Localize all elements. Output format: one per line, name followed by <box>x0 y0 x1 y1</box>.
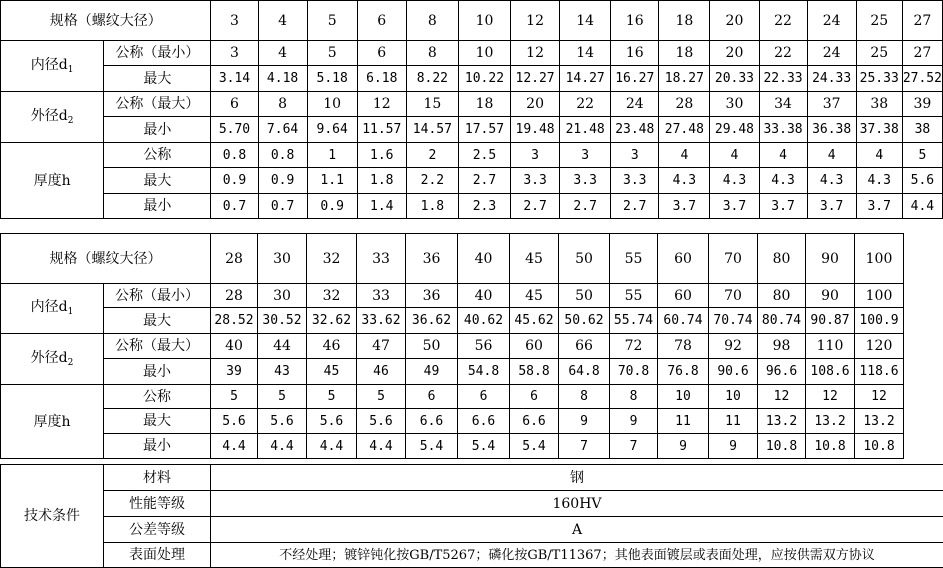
thickness-label: 厚度h <box>1 385 104 459</box>
value-cell: 6 <box>211 92 258 117</box>
value-cell: 70.8 <box>610 359 658 385</box>
spec-table-1 <box>0 0 943 219</box>
value-cell: 8 <box>610 385 658 409</box>
value-cell: 46 <box>307 334 357 359</box>
value-cell: 25 <box>856 41 902 66</box>
value-cell: 9 <box>610 409 658 434</box>
size-cell: 18 <box>659 1 710 41</box>
value-cell: 5.4 <box>458 434 510 459</box>
value-cell: 3.14 <box>211 66 258 92</box>
value-cell: 4 <box>807 143 856 168</box>
value-cell: 60 <box>510 334 559 359</box>
tech-tolerance-row <box>1 517 943 543</box>
value-cell: 98 <box>758 334 806 359</box>
inner-diameter-label: 内径$d_1$ <box>1 41 104 92</box>
value-cell: 13.2 <box>855 409 904 434</box>
value-cell: 40 <box>458 284 510 308</box>
size-cell: 12 <box>511 1 560 41</box>
value-cell: 72 <box>610 334 658 359</box>
value-cell: 6.18 <box>357 66 406 92</box>
value-cell: 18.27 <box>659 66 710 92</box>
value-cell: 6 <box>357 41 406 66</box>
value-cell: 5.6 <box>211 409 258 434</box>
value-cell: 27.52 <box>902 66 942 92</box>
value-cell: 4 <box>856 143 902 168</box>
value-cell: 20 <box>511 92 560 117</box>
value-cell: 70 <box>709 284 758 308</box>
value-cell: 66 <box>559 334 610 359</box>
value-cell: 6.6 <box>406 409 458 434</box>
value-cell: 27 <box>902 41 942 66</box>
value-cell: 3 <box>211 41 258 66</box>
value-cell: 24 <box>807 41 856 66</box>
size-cell: 80 <box>758 234 806 284</box>
value-cell: 1.8 <box>406 194 458 219</box>
value-cell: 4.3 <box>710 168 759 194</box>
value-cell: 45 <box>510 284 559 308</box>
value-cell: 37.38 <box>856 117 902 143</box>
value-cell: 10 <box>709 385 758 409</box>
value-cell: 80.74 <box>758 308 806 334</box>
value-cell: 2 <box>406 143 458 168</box>
row-label: 表面处理 <box>104 543 211 568</box>
row-label: 最小 <box>104 194 211 219</box>
value-cell: 100.9 <box>855 308 904 334</box>
row-label: 公称（最大） <box>104 92 211 117</box>
value-cell: 2.7 <box>560 194 611 219</box>
value-cell: 33.38 <box>759 117 807 143</box>
thickness-max-row <box>1 409 904 434</box>
value-cell: 0.8 <box>211 143 258 168</box>
row-label: 公称（最大） <box>104 334 211 359</box>
value-cell: 2.7 <box>458 168 510 194</box>
value-cell: 3.3 <box>611 168 659 194</box>
value-cell: 76.8 <box>658 359 709 385</box>
size-cell: 3 <box>211 1 258 41</box>
value-cell: 17.57 <box>458 117 510 143</box>
value-cell: 4.4 <box>307 434 357 459</box>
spec-row <box>1 234 904 284</box>
value-cell: 21.48 <box>560 117 611 143</box>
value-cell: 9.64 <box>307 117 357 143</box>
value-cell: 3.7 <box>807 194 856 219</box>
value-cell: 5.6 <box>307 409 357 434</box>
size-cell: 36 <box>406 234 458 284</box>
size-cell: 40 <box>458 234 510 284</box>
value-cell: 55 <box>610 284 658 308</box>
value-cell: 4.4 <box>211 434 258 459</box>
size-cell: 14 <box>560 1 611 41</box>
value-cell: 10.8 <box>855 434 904 459</box>
value-cell: 30 <box>258 284 307 308</box>
value-cell: 18 <box>458 92 510 117</box>
value-cell: 3 <box>611 143 659 168</box>
tolerance-value: A <box>211 517 943 543</box>
size-cell: 10 <box>458 1 510 41</box>
inner-max-row <box>1 66 943 92</box>
row-label: 公称 <box>104 385 211 409</box>
value-cell: 22 <box>560 92 611 117</box>
value-cell: 90.6 <box>709 359 758 385</box>
value-cell: 2.7 <box>511 194 560 219</box>
value-cell: 16.27 <box>611 66 659 92</box>
spec-table-2 <box>0 233 904 459</box>
value-cell: 4.18 <box>258 66 307 92</box>
outer-nominal-row <box>1 334 904 359</box>
row-label: 最大 <box>104 308 211 334</box>
value-cell: 11 <box>658 409 709 434</box>
value-cell: 6.6 <box>510 409 559 434</box>
value-cell: 0.8 <box>258 143 307 168</box>
row-label: 公称（最小） <box>104 41 211 66</box>
size-cell: 50 <box>559 234 610 284</box>
value-cell: 22 <box>759 41 807 66</box>
value-cell: 43 <box>258 359 307 385</box>
value-cell: 33 <box>357 284 406 308</box>
value-cell: 5.18 <box>307 66 357 92</box>
value-cell: 13.2 <box>806 409 855 434</box>
value-cell: 11 <box>709 409 758 434</box>
value-cell: 8.22 <box>406 66 458 92</box>
outer-diameter-label: 外径$d_2$ <box>1 92 104 143</box>
value-cell: 9 <box>658 434 709 459</box>
inner-max-row <box>1 308 904 334</box>
value-cell: 7.64 <box>258 117 307 143</box>
value-cell: 4.4 <box>258 434 307 459</box>
thickness-label: 厚度h <box>1 143 104 219</box>
value-cell: 14.27 <box>560 66 611 92</box>
size-cell: 100 <box>855 234 904 284</box>
value-cell: 1.4 <box>357 194 406 219</box>
size-cell: 30 <box>258 234 307 284</box>
value-cell: 19.48 <box>511 117 560 143</box>
grade-value: 160HV <box>211 491 943 517</box>
value-cell: 120 <box>855 334 904 359</box>
value-cell: 47 <box>357 334 406 359</box>
value-cell: 4 <box>710 143 759 168</box>
value-cell: 44 <box>258 334 307 359</box>
value-cell: 8 <box>406 41 458 66</box>
value-cell: 3.3 <box>511 168 560 194</box>
thickness-min-row <box>1 194 943 219</box>
value-cell: 3.7 <box>710 194 759 219</box>
tech-grade-row <box>1 491 943 517</box>
size-cell: 60 <box>658 234 709 284</box>
row-label: 材料 <box>104 465 211 491</box>
value-cell: 2.5 <box>458 143 510 168</box>
value-cell: 55.74 <box>610 308 658 334</box>
value-cell: 4 <box>659 143 710 168</box>
value-cell: 5.6 <box>357 409 406 434</box>
value-cell: 11.57 <box>357 117 406 143</box>
row-label: 最小 <box>104 117 211 143</box>
value-cell: 110 <box>806 334 855 359</box>
value-cell: 50.62 <box>559 308 610 334</box>
value-cell: 10 <box>658 385 709 409</box>
value-cell: 9 <box>709 434 758 459</box>
value-cell: 5 <box>307 41 357 66</box>
value-cell: 60.74 <box>658 308 709 334</box>
value-cell: 32.62 <box>307 308 357 334</box>
value-cell: 20 <box>710 41 759 66</box>
value-cell: 2.7 <box>611 194 659 219</box>
value-cell: 6 <box>406 385 458 409</box>
size-cell: 24 <box>807 1 856 41</box>
value-cell: 36.62 <box>406 308 458 334</box>
value-cell: 46 <box>357 359 406 385</box>
value-cell: 50 <box>406 334 458 359</box>
value-cell: 39 <box>902 92 942 117</box>
value-cell: 15 <box>406 92 458 117</box>
value-cell: 22.33 <box>759 66 807 92</box>
value-cell: 10.8 <box>806 434 855 459</box>
value-cell: 12.27 <box>511 66 560 92</box>
value-cell: 4.3 <box>659 168 710 194</box>
material-value: 钢 <box>211 465 943 491</box>
outer-diameter-label: 外径$d_2$ <box>1 334 104 385</box>
value-cell: 29.48 <box>710 117 759 143</box>
value-cell: 33.62 <box>357 308 406 334</box>
row-label: 性能等级 <box>104 491 211 517</box>
value-cell: 5.4 <box>406 434 458 459</box>
value-cell: 10.8 <box>758 434 806 459</box>
value-cell: 2.3 <box>458 194 510 219</box>
value-cell: 12 <box>511 41 560 66</box>
row-label: 最大 <box>104 409 211 434</box>
value-cell: 1.1 <box>307 168 357 194</box>
value-cell: 27.48 <box>659 117 710 143</box>
value-cell: 0.9 <box>307 194 357 219</box>
value-cell: 5 <box>357 385 406 409</box>
value-cell: 0.9 <box>258 168 307 194</box>
value-cell: 118.6 <box>855 359 904 385</box>
value-cell: 100 <box>855 284 904 308</box>
row-label: 最大 <box>104 168 211 194</box>
value-cell: 1.6 <box>357 143 406 168</box>
value-cell: 24 <box>611 92 659 117</box>
value-cell: 108.6 <box>806 359 855 385</box>
value-cell: 25.33 <box>856 66 902 92</box>
size-cell: 55 <box>610 234 658 284</box>
tech-surface-row <box>1 543 943 568</box>
value-cell: 12 <box>806 385 855 409</box>
thickness-nominal-row <box>1 143 943 168</box>
value-cell: 45 <box>307 359 357 385</box>
value-cell: 5.6 <box>902 168 942 194</box>
value-cell: 8 <box>258 92 307 117</box>
value-cell: 14.57 <box>406 117 458 143</box>
outer-min-row <box>1 117 943 143</box>
row-label: 最小 <box>104 434 211 459</box>
value-cell: 64.8 <box>559 359 610 385</box>
size-cell: 16 <box>611 1 659 41</box>
value-cell: 40.62 <box>458 308 510 334</box>
value-cell: 10 <box>307 92 357 117</box>
value-cell: 92 <box>709 334 758 359</box>
value-cell: 5 <box>258 385 307 409</box>
value-cell: 5 <box>307 385 357 409</box>
value-cell: 36 <box>406 284 458 308</box>
row-label: 公称（最小） <box>104 284 211 308</box>
value-cell: 30 <box>710 92 759 117</box>
value-cell: 0.7 <box>211 194 258 219</box>
value-cell: 28 <box>659 92 710 117</box>
size-cell: 22 <box>759 1 807 41</box>
value-cell: 3.3 <box>560 168 611 194</box>
size-cell: 27 <box>902 1 942 41</box>
value-cell: 18 <box>659 41 710 66</box>
value-cell: 4 <box>759 143 807 168</box>
value-cell: 14 <box>560 41 611 66</box>
value-cell: 0.9 <box>211 168 258 194</box>
value-cell: 12 <box>758 385 806 409</box>
row-label: 最大 <box>104 66 211 92</box>
value-cell: 13.2 <box>758 409 806 434</box>
thickness-max-row <box>1 168 943 194</box>
row-label: 最小 <box>104 359 211 385</box>
tech-conditions-label: 技术条件 <box>1 465 104 568</box>
value-cell: 80 <box>758 284 806 308</box>
surface-treatment-value: 不经处理；镀锌钝化按GB/T5267；磷化按GB/T11367；其他表面镀层或表面处理，应按供需双方协议 <box>211 543 943 568</box>
value-cell: 5.70 <box>211 117 258 143</box>
value-cell: 3.7 <box>759 194 807 219</box>
value-cell: 28 <box>211 284 258 308</box>
size-cell: 25 <box>856 1 902 41</box>
value-cell: 54.8 <box>458 359 510 385</box>
thickness-min-row <box>1 434 904 459</box>
inner-nominal-row <box>1 284 904 308</box>
spec-label: 规格（螺纹大径） <box>1 1 211 41</box>
tech-conditions-table <box>0 464 943 568</box>
value-cell: 2.2 <box>406 168 458 194</box>
value-cell: 38 <box>902 117 942 143</box>
size-cell: 32 <box>307 234 357 284</box>
spec-label: 规格（螺纹大径） <box>1 234 211 284</box>
value-cell: 38 <box>856 92 902 117</box>
value-cell: 1.8 <box>357 168 406 194</box>
value-cell: 6 <box>458 385 510 409</box>
size-cell: 5 <box>307 1 357 41</box>
value-cell: 56 <box>458 334 510 359</box>
value-cell: 12 <box>357 92 406 117</box>
value-cell: 5.4 <box>510 434 559 459</box>
size-cell: 45 <box>510 234 559 284</box>
value-cell: 6 <box>510 385 559 409</box>
value-cell: 10 <box>458 41 510 66</box>
value-cell: 28.52 <box>211 308 258 334</box>
value-cell: 1 <box>307 143 357 168</box>
value-cell: 58.8 <box>510 359 559 385</box>
value-cell: 10.22 <box>458 66 510 92</box>
size-cell: 33 <box>357 234 406 284</box>
size-cell: 70 <box>709 234 758 284</box>
value-cell: 23.48 <box>611 117 659 143</box>
value-cell: 4.3 <box>856 168 902 194</box>
size-cell: 28 <box>211 234 258 284</box>
value-cell: 49 <box>406 359 458 385</box>
value-cell: 90 <box>806 284 855 308</box>
value-cell: 6.6 <box>458 409 510 434</box>
tech-material-row <box>1 465 943 491</box>
value-cell: 0.7 <box>258 194 307 219</box>
value-cell: 78 <box>658 334 709 359</box>
size-cell: 6 <box>357 1 406 41</box>
value-cell: 5.6 <box>258 409 307 434</box>
value-cell: 5 <box>211 385 258 409</box>
size-cell: 8 <box>406 1 458 41</box>
value-cell: 12 <box>855 385 904 409</box>
value-cell: 5 <box>902 143 942 168</box>
value-cell: 39 <box>211 359 258 385</box>
value-cell: 8 <box>559 385 610 409</box>
inner-diameter-label: 内径$d_1$ <box>1 284 104 334</box>
value-cell: 24.33 <box>807 66 856 92</box>
value-cell: 30.52 <box>258 308 307 334</box>
size-cell: 4 <box>258 1 307 41</box>
value-cell: 90.87 <box>806 308 855 334</box>
value-cell: 3.7 <box>856 194 902 219</box>
value-cell: 3 <box>560 143 611 168</box>
value-cell: 4.3 <box>807 168 856 194</box>
outer-min-row <box>1 359 904 385</box>
value-cell: 96.6 <box>758 359 806 385</box>
thickness-nominal-row <box>1 385 904 409</box>
value-cell: 7 <box>559 434 610 459</box>
spec-row <box>1 1 943 41</box>
value-cell: 4.3 <box>759 168 807 194</box>
value-cell: 60 <box>658 284 709 308</box>
row-label: 公差等级 <box>104 517 211 543</box>
inner-nominal-row <box>1 41 943 66</box>
value-cell: 16 <box>611 41 659 66</box>
value-cell: 4.4 <box>357 434 406 459</box>
size-cell: 90 <box>806 234 855 284</box>
value-cell: 3.7 <box>659 194 710 219</box>
value-cell: 36.38 <box>807 117 856 143</box>
value-cell: 40 <box>211 334 258 359</box>
value-cell: 4.4 <box>902 194 942 219</box>
value-cell: 4 <box>258 41 307 66</box>
value-cell: 70.74 <box>709 308 758 334</box>
size-cell: 20 <box>710 1 759 41</box>
value-cell: 9 <box>559 409 610 434</box>
value-cell: 20.33 <box>710 66 759 92</box>
value-cell: 45.62 <box>510 308 559 334</box>
value-cell: 50 <box>559 284 610 308</box>
value-cell: 34 <box>759 92 807 117</box>
value-cell: 7 <box>610 434 658 459</box>
value-cell: 32 <box>307 284 357 308</box>
outer-nominal-row <box>1 92 943 117</box>
value-cell: 3 <box>511 143 560 168</box>
value-cell: 37 <box>807 92 856 117</box>
row-label: 公称 <box>104 143 211 168</box>
